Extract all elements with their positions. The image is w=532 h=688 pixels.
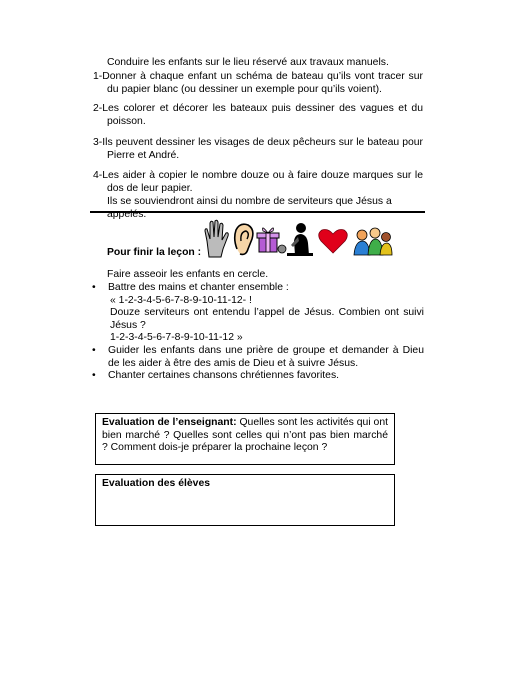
hand-icon: [205, 220, 228, 257]
list-item: [92, 282, 424, 345]
step-1: [93, 70, 423, 96]
step-number: 2-: [93, 103, 103, 114]
ear-icon: [235, 224, 253, 254]
bullet-text: Battre des mains et chanter ensemble :: [108, 282, 289, 293]
step-4: [93, 169, 423, 221]
bullet-glyph: •: [92, 370, 96, 382]
list-item: [92, 345, 424, 370]
song-line: Douze serviteurs ont entendu l’appel de Jésus. Combien ont suivi Jésus ?: [110, 307, 424, 331]
praying-person-icon: [287, 223, 313, 256]
step-text: Les aider à copier le nombre douze ou à faire douze marques sur le dos de leur papier.: [102, 170, 423, 194]
teacher-evaluation-box: [95, 413, 395, 465]
bullet-text: Guider les enfants dans une prière de groupe et demander à Dieu de les aider à être des amis de Dieu et à suivre Jésus.: [108, 344, 424, 369]
teacher-evaluation-text: Quelles sont les activités qui ont bien marché ? Quelles sont celles qui n’ont pas bien marché ? Comment dois-je préparer la prochaine leçon ?: [102, 417, 388, 454]
circle-text: Faire asseoir les enfants en cercle.: [107, 269, 269, 280]
bullet-text: Chanter certaines chansons chrétiennes favorites.: [108, 370, 340, 382]
step-number: 1-: [93, 71, 103, 82]
step-text: Donner à chaque enfant un schéma de bateau qu’ils vont tracer sur du papier blanc (ou dessiner un exemple pour qu’ils voient).: [102, 71, 423, 95]
student-evaluation-box: [95, 474, 395, 526]
step-3: [93, 136, 423, 162]
song-line: « 1-2-3-4-5-6-7-8-9-10-11-12- !: [110, 294, 252, 306]
teacher-evaluation-label: Evaluation de l’enseignant:: [102, 417, 237, 428]
children-group-icon: [354, 228, 392, 255]
step-2: [93, 102, 423, 128]
heart-icon: [319, 230, 348, 254]
intro-text: Conduire les enfants sur le lieu réservé aux travaux manuels.: [107, 57, 389, 68]
gift-icon: [257, 228, 286, 253]
bullet-glyph: •: [92, 344, 96, 356]
song-line: 1-2-3-4-5-6-7-8-9-10-11-12 »: [110, 332, 243, 344]
finish-title: Pour finir la leçon :: [107, 247, 202, 258]
step-text: Les colorer et décorer les bateaux puis dessiner des vagues et du poisson.: [102, 103, 423, 127]
list-item: [92, 370, 424, 383]
step-number: 3-: [93, 137, 103, 148]
bullet-glyph: •: [92, 282, 96, 293]
activity-list: [92, 282, 424, 383]
activity-icons: [203, 219, 393, 259]
section-divider: [90, 211, 425, 213]
step-4-note: Ils se souviendront ainsi du nombre de serviteurs que Jésus a appelés.: [107, 196, 392, 220]
step-number: 4-: [93, 170, 103, 181]
student-evaluation-label: Evaluation des élèves: [102, 478, 211, 489]
step-text: Ils peuvent dessiner les visages de deux pêcheurs sur le bateau pour Pierre et André.: [102, 137, 423, 161]
